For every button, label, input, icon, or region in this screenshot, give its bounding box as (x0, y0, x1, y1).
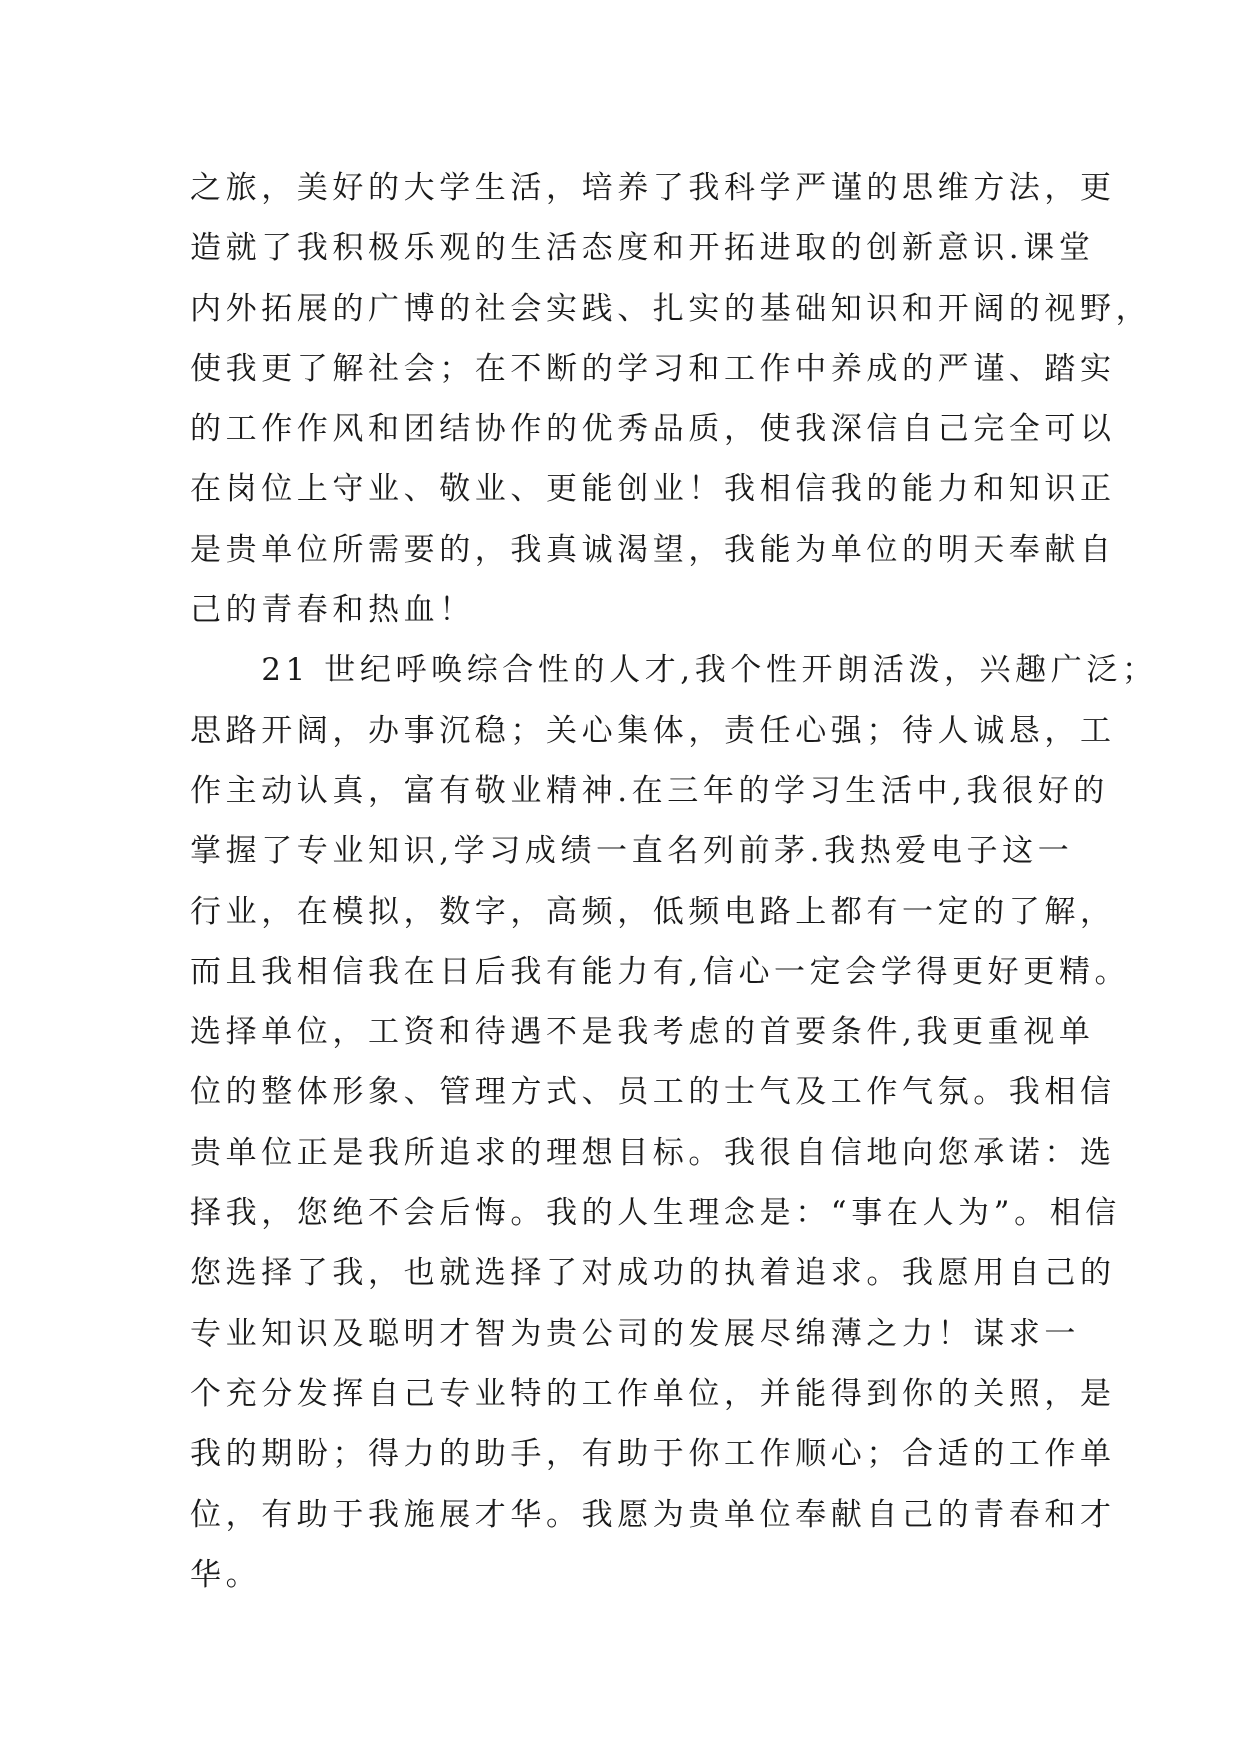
text-line: 是贵单位所需要的，我真诚渴望，我能为单位的明天奉献自 (190, 531, 1116, 568)
text-line: 21 世纪呼唤综合性的人才,我个性开朗活泼，兴趣广泛； (190, 652, 1158, 689)
text-line: 己的青春和热血！ (190, 592, 475, 629)
text-line: 贵单位正是我所追求的理想目标。我很自信地向您承诺：选 (190, 1134, 1116, 1171)
text-line: 选择单位，工资和待遇不是我考虑的首要条件,我更重视单 (190, 1014, 1095, 1051)
body-text (190, 158, 1158, 1605)
text-line: 华。 (190, 1556, 262, 1593)
text-line: 使我更了解社会；在不断的学习和工作中养成的严谨、踏实 (190, 350, 1116, 387)
text-line: 的工作作风和团结协作的优秀品质，使我深信自己完全可以 (190, 411, 1116, 448)
text-line: 位，有助于我施展才华。我愿为贵单位奉献自己的青春和才 (190, 1496, 1116, 1533)
text-line: 而且我相信我在日后我有能力有,信心一定会学得更好更精。 (190, 953, 1131, 990)
text-line: 择我，您绝不会后悔。我的人生理念是：“事在人为”。相信 (190, 1195, 1121, 1232)
text-line: 我的期盼；得力的助手，有助于你工作顺心；合适的工作单 (190, 1436, 1116, 1473)
text-line: 造就了我积极乐观的生活态度和开拓进取的创新意识.课堂 (190, 230, 1095, 267)
text-line: 内外拓展的广博的社会实践、扎实的基础知识和开阔的视野， (190, 290, 1152, 327)
text-line: 在岗位上守业、敬业、更能创业！我相信我的能力和知识正 (190, 471, 1116, 508)
text-line: 行业，在模拟，数字，高频，低频电路上都有一定的了解， (190, 893, 1116, 930)
text-line: 专业知识及聪明才智为贵公司的发展尽绵薄之力！谋求一 (190, 1315, 1080, 1352)
text-line: 掌握了专业知识,学习成绩一直名列前茅.我热爱电子这一 (190, 833, 1074, 870)
text-line: 个充分发挥自己专业特的工作单位，并能得到你的关照，是 (190, 1375, 1116, 1412)
text-line: 位的整体形象、管理方式、员工的士气及工作气氛。我相信 (190, 1074, 1116, 1111)
text-line: 思路开阔，办事沉稳；关心集体，责任心强；待人诚恳，工 (190, 712, 1116, 749)
text-line: 之旅，美好的大学生活，培养了我科学严谨的思维方法，更 (190, 170, 1116, 206)
text-line: 您选择了我，也就选择了对成功的执着追求。我愿用自己的 (190, 1255, 1116, 1292)
text-line: 作主动认真，富有敬业精神.在三年的学习生活中,我很好的 (190, 772, 1109, 809)
